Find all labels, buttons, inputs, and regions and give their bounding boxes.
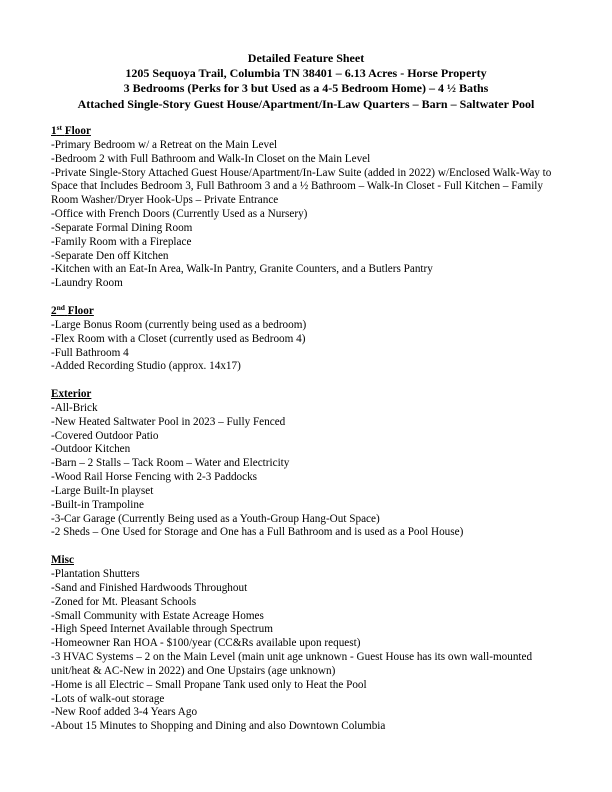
section-title-first-floor — [51, 125, 561, 139]
section-title-second-floor — [51, 302, 561, 319]
section-title-word: Floor — [67, 304, 94, 317]
list-item: -Full Bathroom 4 — [51, 346, 129, 359]
section-exterior — [51, 388, 561, 540]
header-address: 1205 Sequoya Trail, Columbia TN 38401 – 6.13 Acres - Horse Property — [125, 66, 487, 81]
section-title-exterior: Exterior — [51, 388, 92, 401]
list-item: -Covered Outdoor Patio — [51, 429, 159, 442]
list-item: -Added Recording Studio (approx. 14x17) — [51, 360, 241, 373]
list-item: -Home is all Electric – Small Propane Tank used only to Heat the Pool — [51, 678, 367, 691]
list-item: -All-Brick — [51, 401, 98, 414]
document-header — [0, 51, 612, 112]
list-item: -Bedroom 2 with Full Bathroom and Walk-In Closet on the Main Level — [51, 152, 371, 165]
list-item: -Homeowner Ran HOA - $100/year (CC&Rs available upon request) — [51, 637, 361, 650]
list-item: -Private Single-Story Attached Guest House/Apartment/In-Law Suite (added in 2022) w/Enclosed Walk-Way to Space that Includes Bedroom 3, Full Bathroom 3 and a ½ Bathroom – Walk-In Closet - Full Kitchen – Family Room Washer/Dryer Hook-Ups – Private Entrance — [51, 166, 552, 207]
list-item: -Built-in Trampoline — [51, 498, 144, 511]
list-item: -Separate Den off Kitchen — [51, 249, 169, 262]
list-item: -2 Sheds – One Used for Storage and One has a Full Bathroom and is used as a Pool House) — [51, 526, 464, 539]
list-item: -Small Community with Estate Acreage Homes — [51, 609, 264, 622]
list-item: -Large Built-In playset — [51, 484, 154, 497]
list-item: -Sand and Finished Hardwoods Throughout — [51, 581, 248, 594]
section-title-ordinal: nd — [56, 302, 65, 312]
list-item: -3-Car Garage (Currently Being used as a Youth-Group Hang-Out Space) — [51, 512, 380, 525]
section-first-floor — [51, 125, 561, 291]
section-title-number: 1 — [51, 125, 57, 137]
list-item: -New Roof added 3-4 Years Ago — [51, 706, 198, 719]
header-features: Attached Single-Story Guest House/Apartment/In-Law Quarters – Barn – Saltwater Pool — [77, 96, 535, 111]
section-misc — [51, 554, 561, 734]
list-item: -Zoned for Mt. Pleasant Schools — [51, 595, 197, 608]
section-title-number: 2 — [51, 304, 57, 317]
list-item: -High Speed Internet Available through Spectrum — [51, 623, 273, 636]
list-item: -Plantation Shutters — [51, 568, 140, 580]
section-title-misc: Misc — [51, 554, 74, 567]
header-title: Detailed Feature Sheet — [247, 51, 365, 65]
list-item: -Separate Formal Dining Room — [51, 221, 193, 234]
list-item: -Flex Room with a Closet (currently used as Bedroom 4) — [51, 332, 306, 345]
list-item: -Kitchen with an Eat-In Area, Walk-In Pantry, Granite Counters, and a Butlers Pantry — [51, 263, 433, 276]
section-title-word: Floor — [64, 125, 91, 137]
list-item: -Primary Bedroom w/ a Retreat on the Main Level — [51, 138, 278, 151]
list-item: -Large Bonus Room (currently being used as a bedroom) — [51, 318, 307, 331]
document-body — [51, 125, 561, 748]
header-bedrooms: 3 Bedrooms (Perks for 3 but Used as a 4-5 Bedroom Home) – 4 ½ Baths — [123, 81, 489, 96]
list-item: -Family Room with a Fireplace — [51, 235, 192, 248]
list-item: -Lots of walk-out storage — [51, 692, 165, 705]
list-item: -About 15 Minutes to Shopping and Dining and also Downtown Columbia — [51, 720, 386, 733]
list-item: -Outdoor Kitchen — [51, 443, 131, 456]
list-item: -Barn – 2 Stalls – Tack Room – Water and Electricity — [51, 457, 290, 470]
list-item: -Office with French Doors (Currently Used as a Nursery) — [51, 208, 308, 221]
list-item: -Wood Rail Horse Fencing with 2-3 Paddocks — [51, 471, 258, 484]
section-title-ordinal: st — [56, 123, 63, 132]
list-item: -3 HVAC Systems – 2 on the Main Level (main unit age unknown - Guest House has its own wall-mounted unit/heat & AC-New in 2022) and One Upstairs (age unknown) — [51, 651, 533, 677]
list-item: -Laundry Room — [51, 277, 123, 290]
section-second-floor — [51, 302, 561, 374]
list-item: -New Heated Saltwater Pool in 2023 – Fully Fenced — [51, 415, 286, 428]
